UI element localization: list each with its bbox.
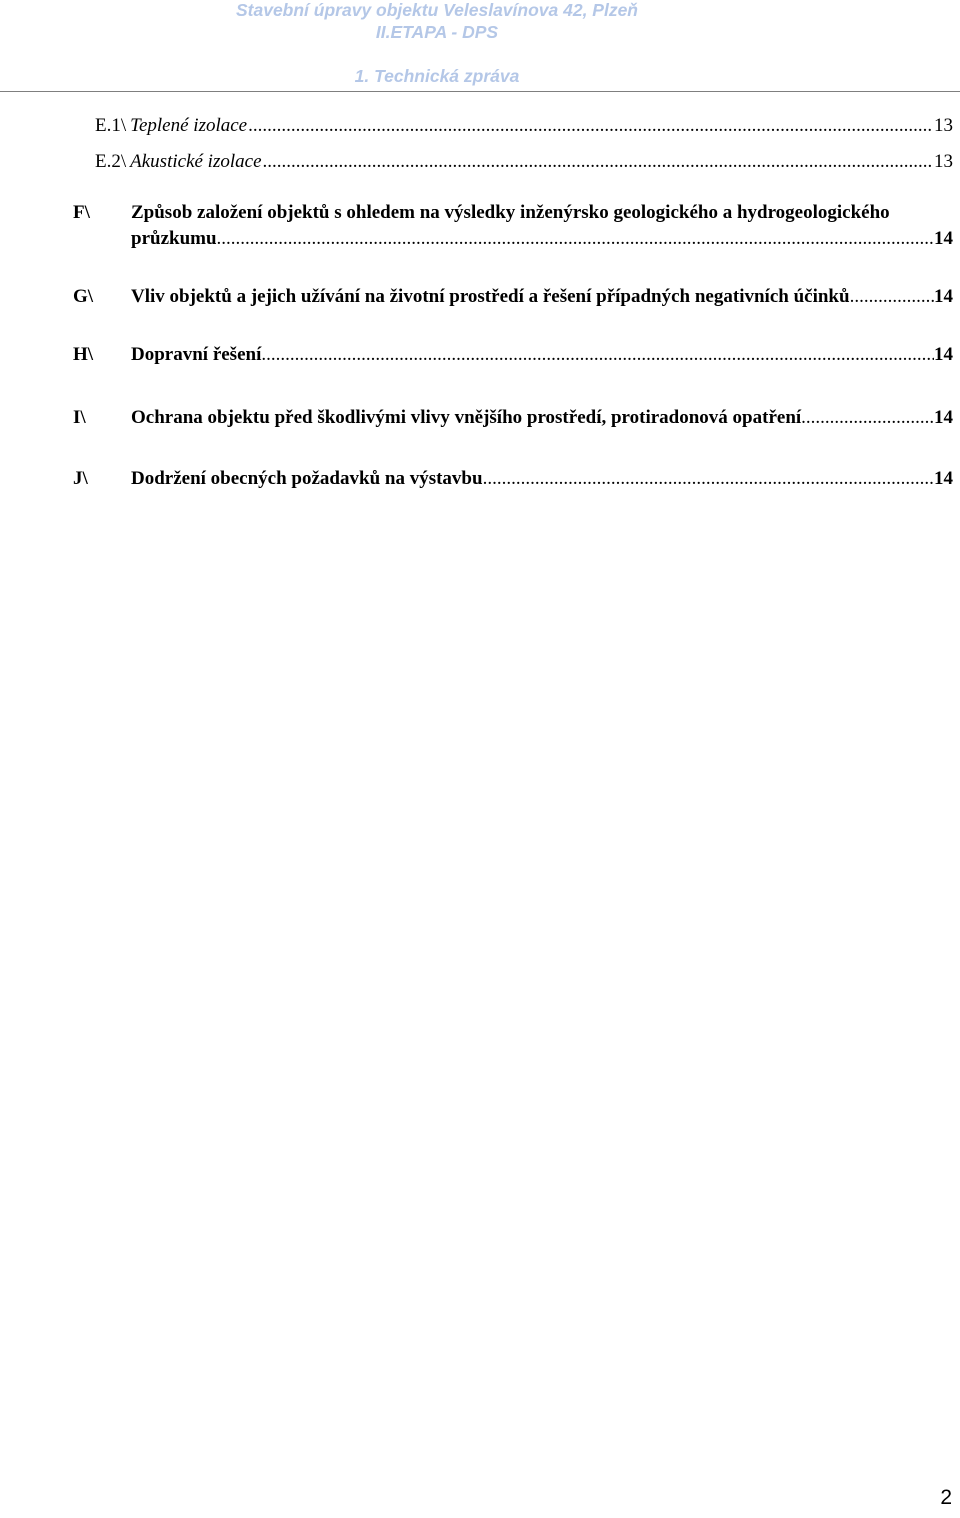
toc-entry-title: Teplené izolace <box>130 115 248 136</box>
header-document-title: 1. Technická zpráva <box>354 66 520 86</box>
toc-entry-page: 13 <box>934 151 953 172</box>
toc-entry-letter: J\ <box>73 468 88 489</box>
toc-entry-line <box>131 468 953 490</box>
toc-entry-title: Způsob založení objektů s ohledem na výsledky inženýrsko geologického a hydrogeologického <box>131 202 890 223</box>
toc-leader-dots <box>261 344 934 366</box>
toc-entry-letter: H\ <box>73 344 94 365</box>
header-project-title: Stavební úpravy objektu Veleslavínova 42, Plzeň <box>235 0 638 20</box>
toc-leader-dots <box>483 468 934 490</box>
footer-page-number: 2 <box>940 1486 952 1509</box>
toc-entry-letter: G\ <box>73 286 94 307</box>
toc-entry-e1[interactable] <box>95 115 953 137</box>
toc-leader-dots <box>850 286 934 308</box>
toc-entry-title-line2 <box>131 228 953 250</box>
toc-entry-code: E.1\ <box>95 115 127 136</box>
toc-entry-page: 13 <box>934 115 953 136</box>
toc-leader-dots <box>801 407 934 429</box>
header-stage: II.ETAPA - DPS <box>375 22 499 42</box>
toc-entry-page: 14 <box>934 228 953 249</box>
toc-entry-page: 14 <box>934 468 953 489</box>
toc-entry-code: E.2\ <box>95 151 127 172</box>
toc-entry-title-continued: průzkumu <box>131 228 217 249</box>
toc-entry-title-line1 <box>131 202 953 224</box>
toc-entry-line <box>131 344 953 366</box>
toc-entry-title: Dodržení obecných požadavků na výstavbu <box>131 468 483 489</box>
toc-entry-title: Vliv objektů a jejich užívání na životní prostředí a řešení případných negativních účinků <box>131 286 850 307</box>
toc-entry-title: Dopravní řešení <box>131 344 262 365</box>
toc-leader-dots <box>263 151 934 173</box>
toc-entry-letter: F\ <box>73 202 90 223</box>
toc-leader-dots <box>248 115 933 137</box>
toc-entry-page: 14 <box>934 286 953 307</box>
toc-entry-page: 14 <box>934 344 953 365</box>
toc-entry-title: Ochrana objektu před škodlivými vlivy vnějšího prostředí, protiradonová opatření <box>131 407 802 428</box>
toc-entry-e2[interactable] <box>95 151 953 173</box>
page-header <box>0 0 960 92</box>
toc-entry-title: Akustické izolace <box>130 151 262 172</box>
toc-leader-dots <box>217 228 934 250</box>
toc-entry-line <box>131 407 953 429</box>
toc-entry-line <box>131 286 953 308</box>
toc-entry-page: 14 <box>934 407 953 428</box>
toc-entry-letter: I\ <box>73 407 86 428</box>
